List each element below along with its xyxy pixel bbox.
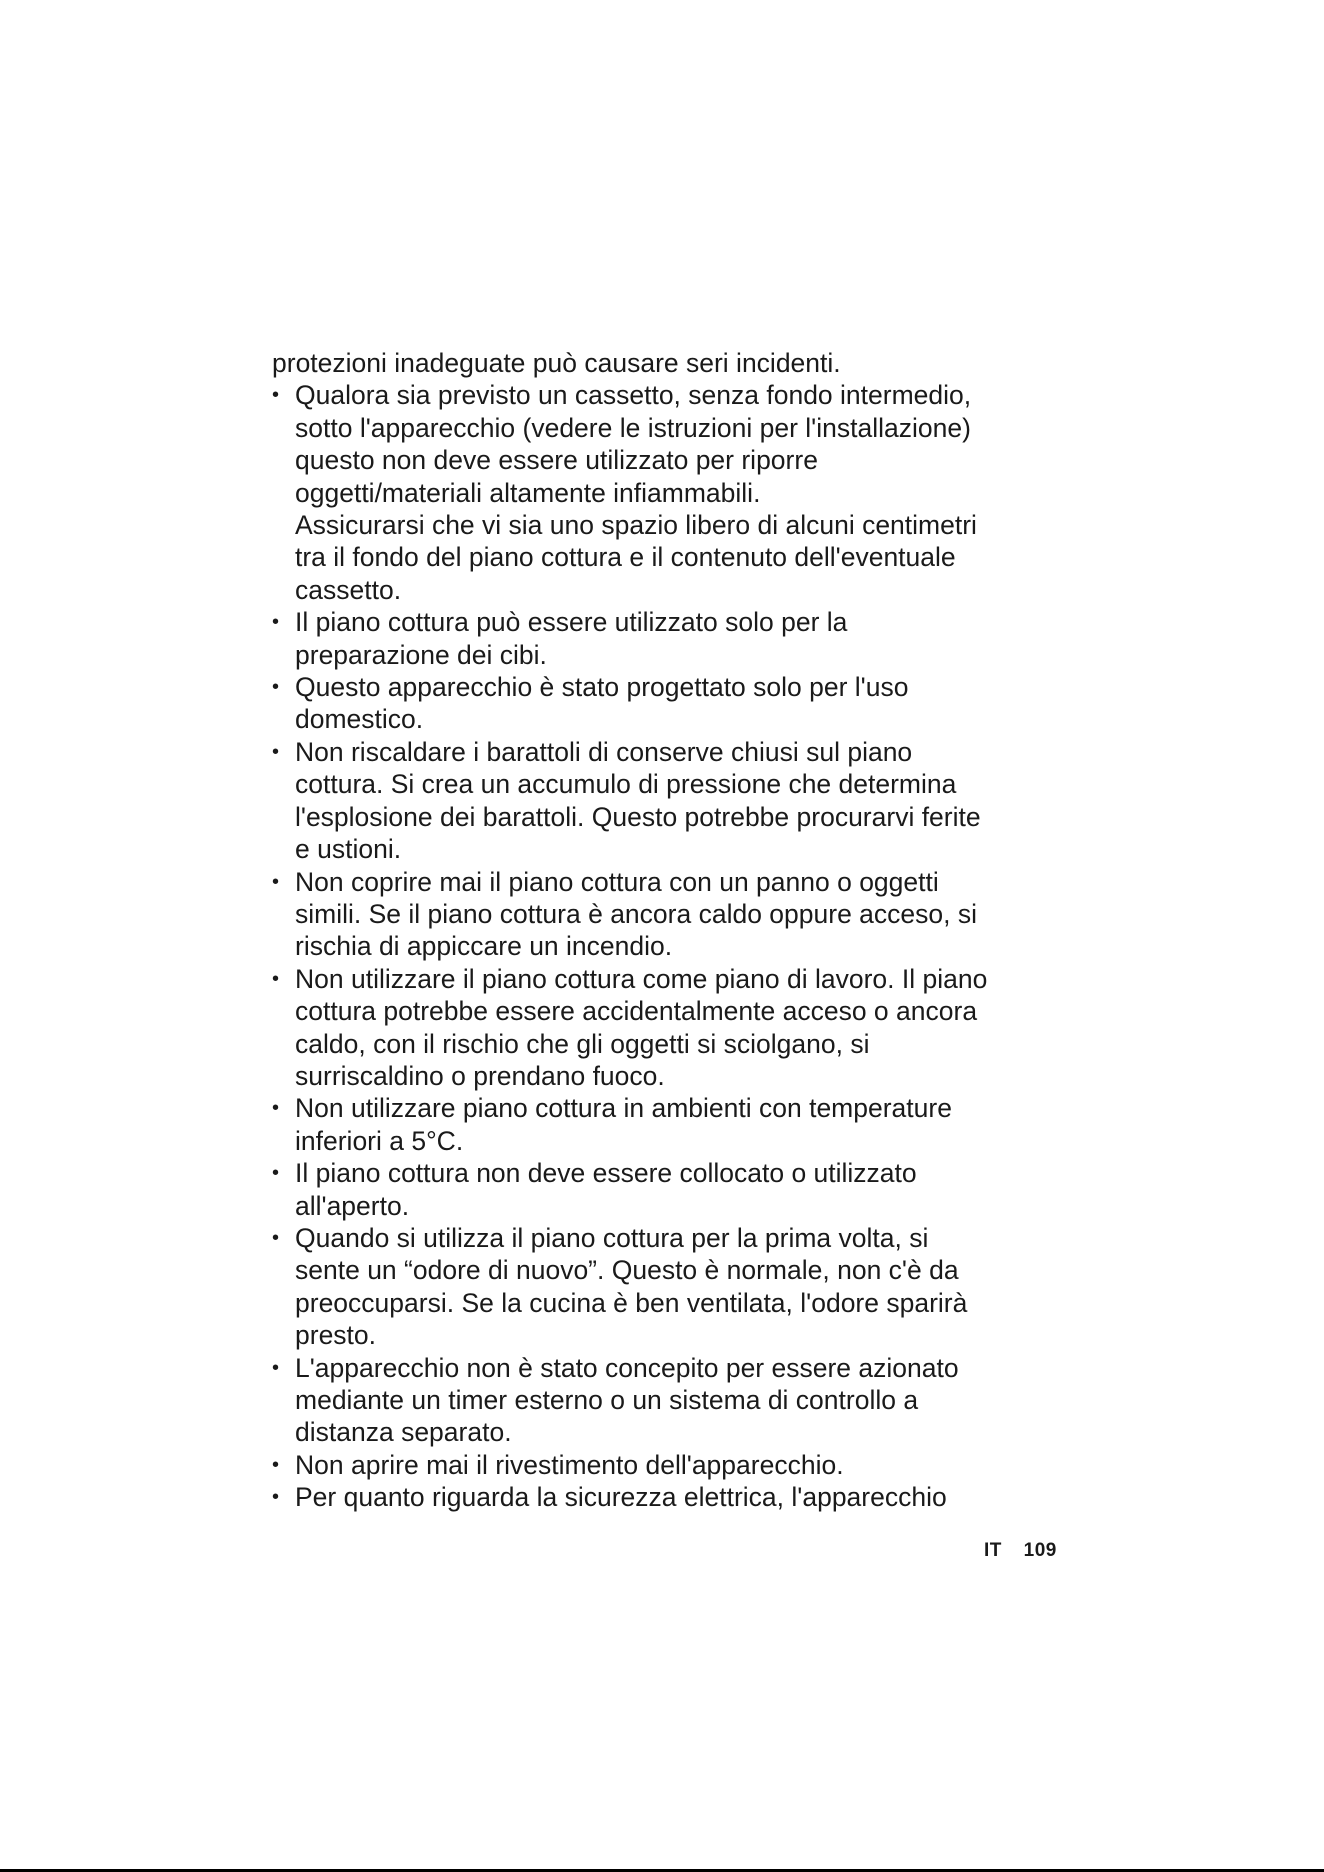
list-item [272,963,1072,1093]
list-item [272,866,1072,963]
list-item [272,1481,1072,1513]
list-item-text: Per quanto riguarda la sicurezza elettrica, l'apparecchio [295,1482,947,1513]
safety-bullet-list [272,379,1072,1513]
list-item [272,1157,1072,1222]
list-item-text: Il piano cottura non deve essere collocato o utilizzato all'aperto. [295,1158,917,1221]
list-item-text: Il piano cottura può essere utilizzato solo per la preparazione dei cibi. [295,607,848,670]
list-item [272,1352,1072,1449]
list-item-text: Non riscaldare i barattoli di conserve chiusi sul piano cottura. Si crea un accumulo di pressione che determina l'esplosione dei barattoli. Questo potrebbe procurarvi ferite e ustioni. [295,736,981,865]
bullet-icon: • [272,870,280,893]
bullet-icon: • [272,1097,280,1120]
list-item [272,1092,1072,1157]
bullet-icon: • [272,967,280,990]
list-item-text: Non utilizzare piano cottura in ambienti con temperature inferiori a 5°C. [295,1093,952,1156]
bullet-icon: • [272,1162,280,1185]
list-item [272,1222,1072,1352]
list-item [272,736,1072,866]
page-body [272,347,1072,1514]
bullet-icon: • [272,1453,280,1476]
list-item-text: Qualora sia previsto un cassetto, senza fondo intermedio, sotto l'apparecchio (vedere le istruzioni per l'installazione) questo non deve essere utilizzato per riporre oggetti/materiali altamente infiammabili. Assicurarsi che vi sia uno spazio libero di alcuni centimetri tra il fondo del piano cottura e il contenuto dell'eventuale cassetto. [295,380,977,605]
page-footer [984,1540,1057,1562]
language-code: IT [984,1540,1002,1561]
list-item-text: Non utilizzare il piano cottura come piano di lavoro. Il piano cottura potrebbe essere accidentalmente acceso o ancora caldo, con il rischio che gli oggetti si sciolgano, si surriscaldino o prendano fuoco. [295,963,988,1091]
bullet-icon: • [272,1486,280,1509]
list-item-text: Questo apparecchio è stato progettato solo per l'uso domestico. [295,672,909,735]
bullet-icon: • [272,1226,280,1249]
list-item [272,379,1072,606]
list-item-text: L'apparecchio non è stato concepito per essere azionato mediante un timer esterno o un sistema di controllo a distanza separato. [295,1352,959,1448]
bullet-icon: • [272,740,280,763]
list-item-text: Non coprire mai il piano cottura con un panno o oggetti simili. Se il piano cottura è ancora caldo oppure acceso, si rischia di appiccare un incendio. [295,866,977,962]
list-item [272,671,1072,736]
page-number: 109 [1023,1540,1057,1561]
list-item-text: Quando si utilizza il piano cottura per la prima volta, si sente un “odore di nuovo”. Questo è normale, non c'è da preoccuparsi. Se la cucina è ben ventilata, l'odore sparirà presto. [295,1222,968,1351]
bullet-icon: • [272,611,280,634]
lead-paragraph: protezioni inadeguate può causare seri incidenti. [272,348,841,378]
bullet-icon: • [272,1356,280,1379]
list-item [272,606,1072,671]
list-item [272,1449,1072,1481]
list-item-text: Non aprire mai il rivestimento dell'apparecchio. [295,1449,844,1480]
bullet-icon: • [272,676,280,699]
bullet-icon: • [272,384,280,407]
